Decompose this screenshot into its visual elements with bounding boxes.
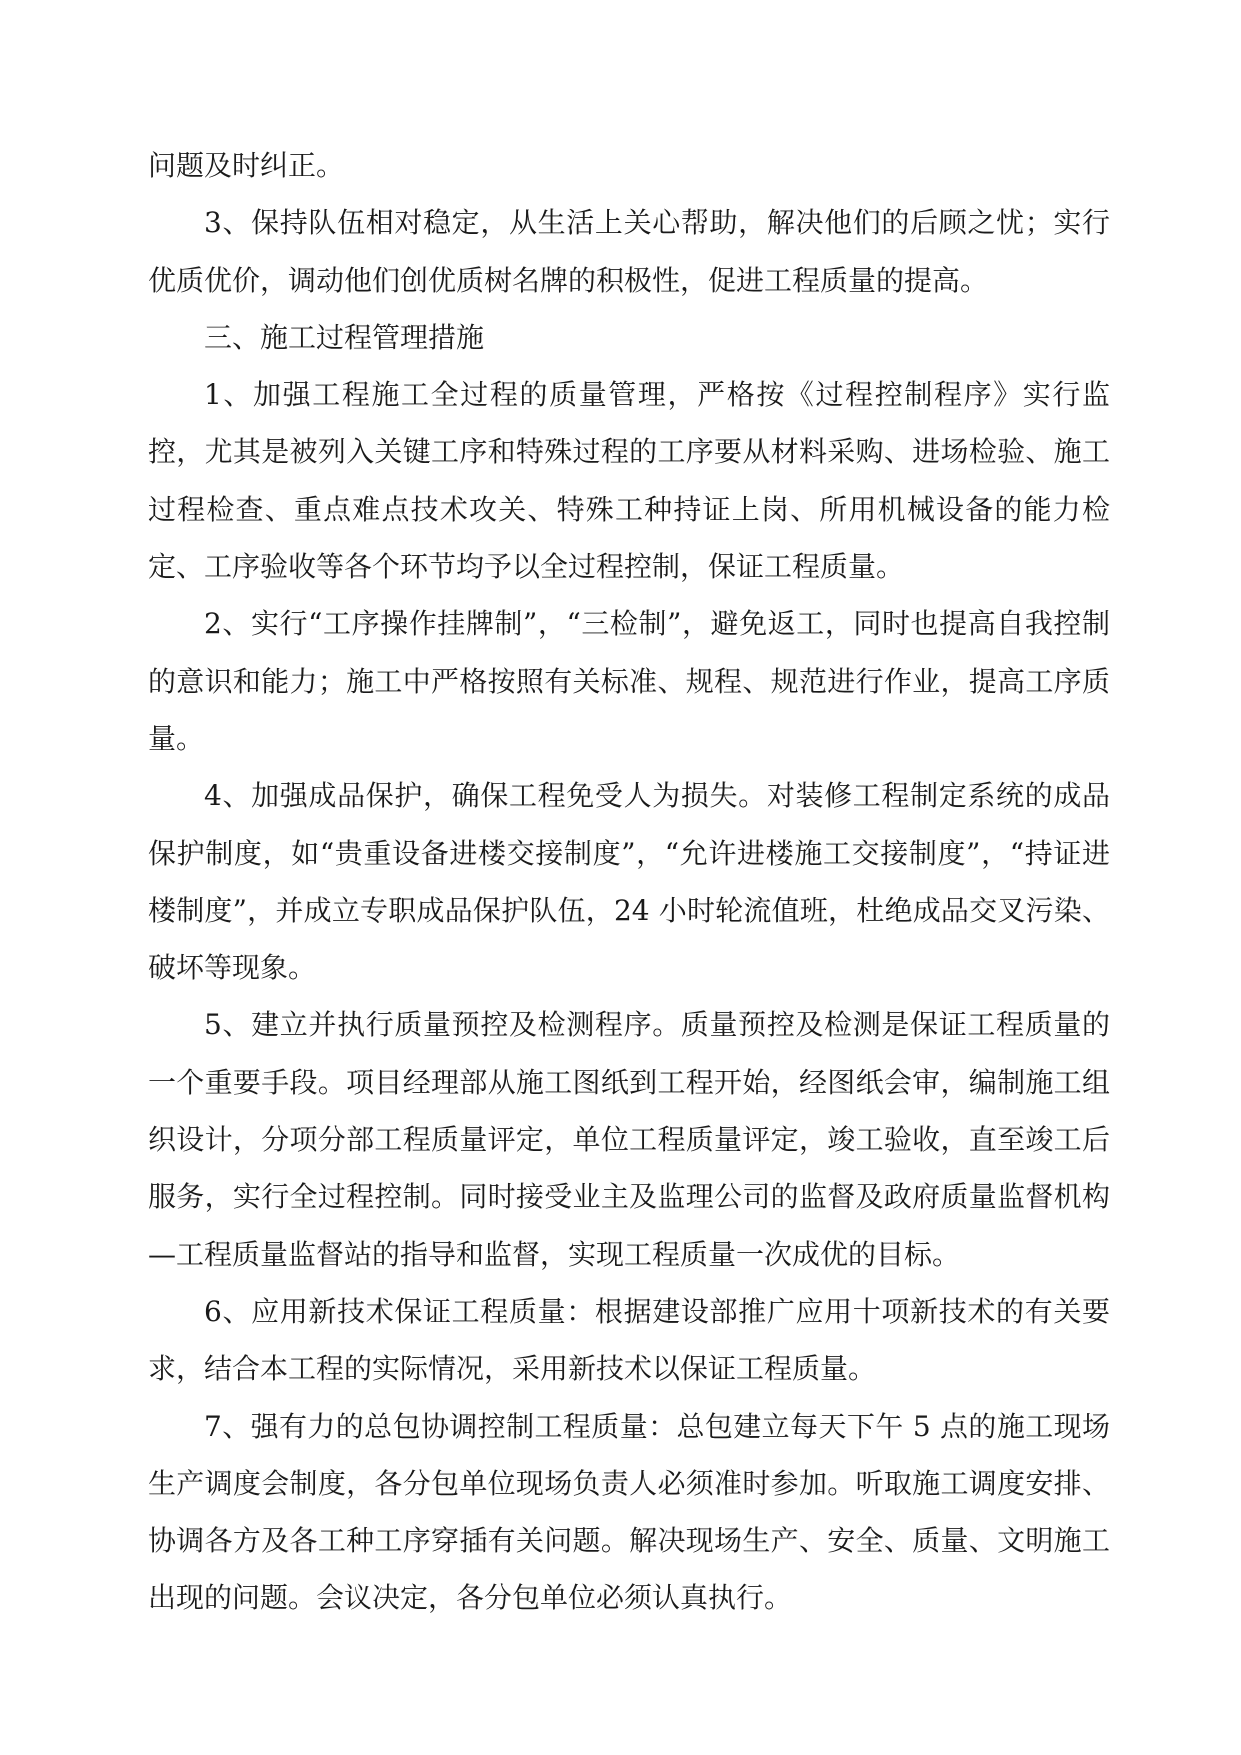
paragraph-item-7: 7、强有力的总包协调控制工程质量：总包建立每天下午 5 点的施工现场生产调度会制度，各分包单位现场负责人必须准时参加。听取施工调度安排、协调各方及各工种工序穿插有关问题。解决现场生产、安全、质量、文明施工出现的问题。会议决定，各分包单位必须认真执行。	[148, 1409, 1110, 1615]
paragraph-item-2: 2、实行“工序操作挂牌制”，“三检制”，避免返工，同时也提高自我控制的意识和能力；施工中严格按照有关标准、规程、规范进行作业，提高工序质量。	[148, 607, 1110, 755]
body-text	[148, 137, 1110, 1627]
paragraph-item-1: 1、加强工程施工全过程的质量管理，严格按《过程控制程序》实行监控，尤其是被列入关键工序和特殊过程的工序要从材料采购、进场检验、施工过程检查、重点难点技术攻关、特殊工种持证上岗、所用机械设备的能力检定、工序验收等各个环节均予以全过程控制，保证工程质量。	[148, 378, 1110, 584]
paragraph-item-4: 4、加强成品保护，确保工程免受人为损失。对装修工程制定系统的成品保护制度，如“贵重设备进楼交接制度”，“允许进楼施工交接制度”，“持证进楼制度”，并成立专职成品保护队伍，24 小时轮流值班，杜绝成品交叉污染、破坏等现象。	[148, 779, 1110, 985]
paragraph-item-6: 6、应用新技术保证工程质量：根据建设部推广应用十项新技术的有关要求，结合本工程的实际情况，采用新技术以保证工程质量。	[148, 1294, 1110, 1386]
paragraph-continuation: 问题及时纠正。	[148, 149, 345, 182]
paragraph-item-5: 5、建立并执行质量预控及检测程序。质量预控及检测是保证工程质量的一个重要手段。项目经理部从施工图纸到工程开始，经图纸会审，编制施工组织设计，分项分部工程质量评定，单位工程质量评定，竣工验收，直至竣工后服务，实行全过程控制。同时接受业主及监理公司的监督及政府质量监督机构—工程质量监督站的指导和监督，实现工程质量一次成优的目标。	[148, 1008, 1110, 1271]
section-heading: 三、施工过程管理措施	[204, 320, 485, 354]
paragraph-item-3: 3、保持队伍相对稳定，从生活上关心帮助，解决他们的后顾之忧；实行优质优价，调动他们创优质树名牌的积极性，促进工程质量的提高。	[148, 206, 1110, 297]
